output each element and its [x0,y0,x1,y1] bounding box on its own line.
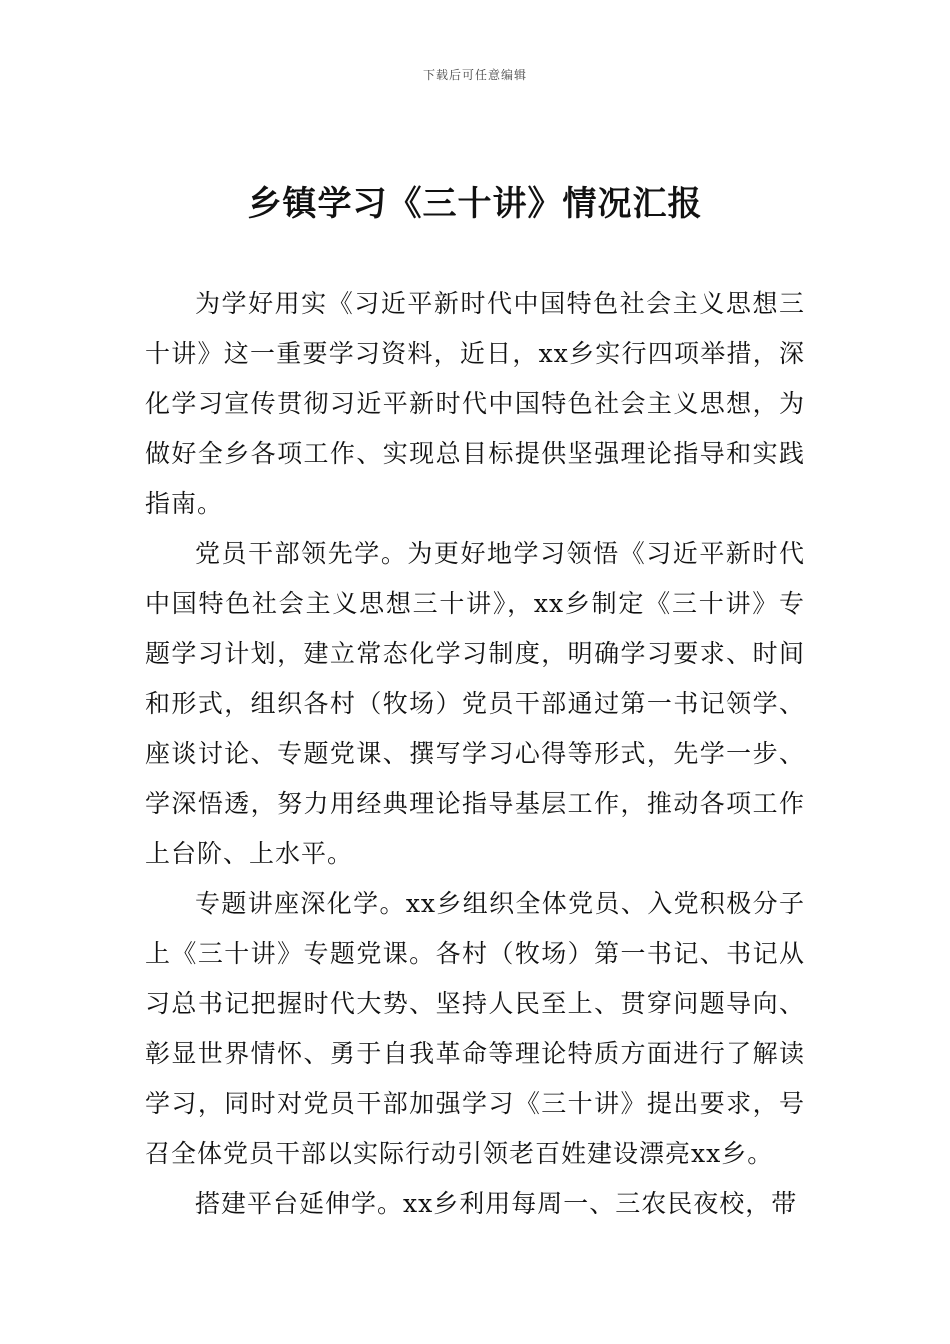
paragraph-leaders-learn-first: 党员干部领先学。为更好地学习领悟《习近平新时代中国特色社会主义思想三十讲》，xx乡制定《三十讲》专题学习计划，建立常态化学习制度，明确学习要求、时间和形式，组织各村（牧场）党员干部通过第一书记领学、座谈讨论、专题党课、撰写学习心得等形式，先学一步、学深悟透，努力用经典理论指导基层工作，推动各项工作上台阶、上水平。 [145,539,805,868]
header-note: 下载后可任意编辑 [422,68,527,82]
paragraph-lectures: 专题讲座深化学。xx乡组织全体党员、入党积极分子上《三十讲》专题党课。各村（牧场）第一书记、书记从习总书记把握时代大势、坚持人民至上、贯穿问题导向、彰显世界情怀、勇于自我革命等理论特质方面进行了解读学习，同时对党员干部加强学习《三十讲》提出要求，号召全体党员干部以实际行动引领老百姓建设漂亮xx乡。 [145,889,805,1168]
document-body [145,279,805,1229]
document-title: 乡镇学习《三十讲》情况汇报 [247,184,703,224]
paragraph-intro: 为学好用实《习近平新时代中国特色社会主义思想三十讲》这一重要学习资料，近日，xx乡实行四项举措，深化学习宣传贯彻习近平新时代中国特色社会主义思想，为做好全乡各项工作、实现总目标提供坚强理论指导和实践指南。 [145,289,805,518]
paragraph-platform: 搭建平台延伸学。xx乡利用每周一、三农民夜校，带 [195,1189,798,1218]
